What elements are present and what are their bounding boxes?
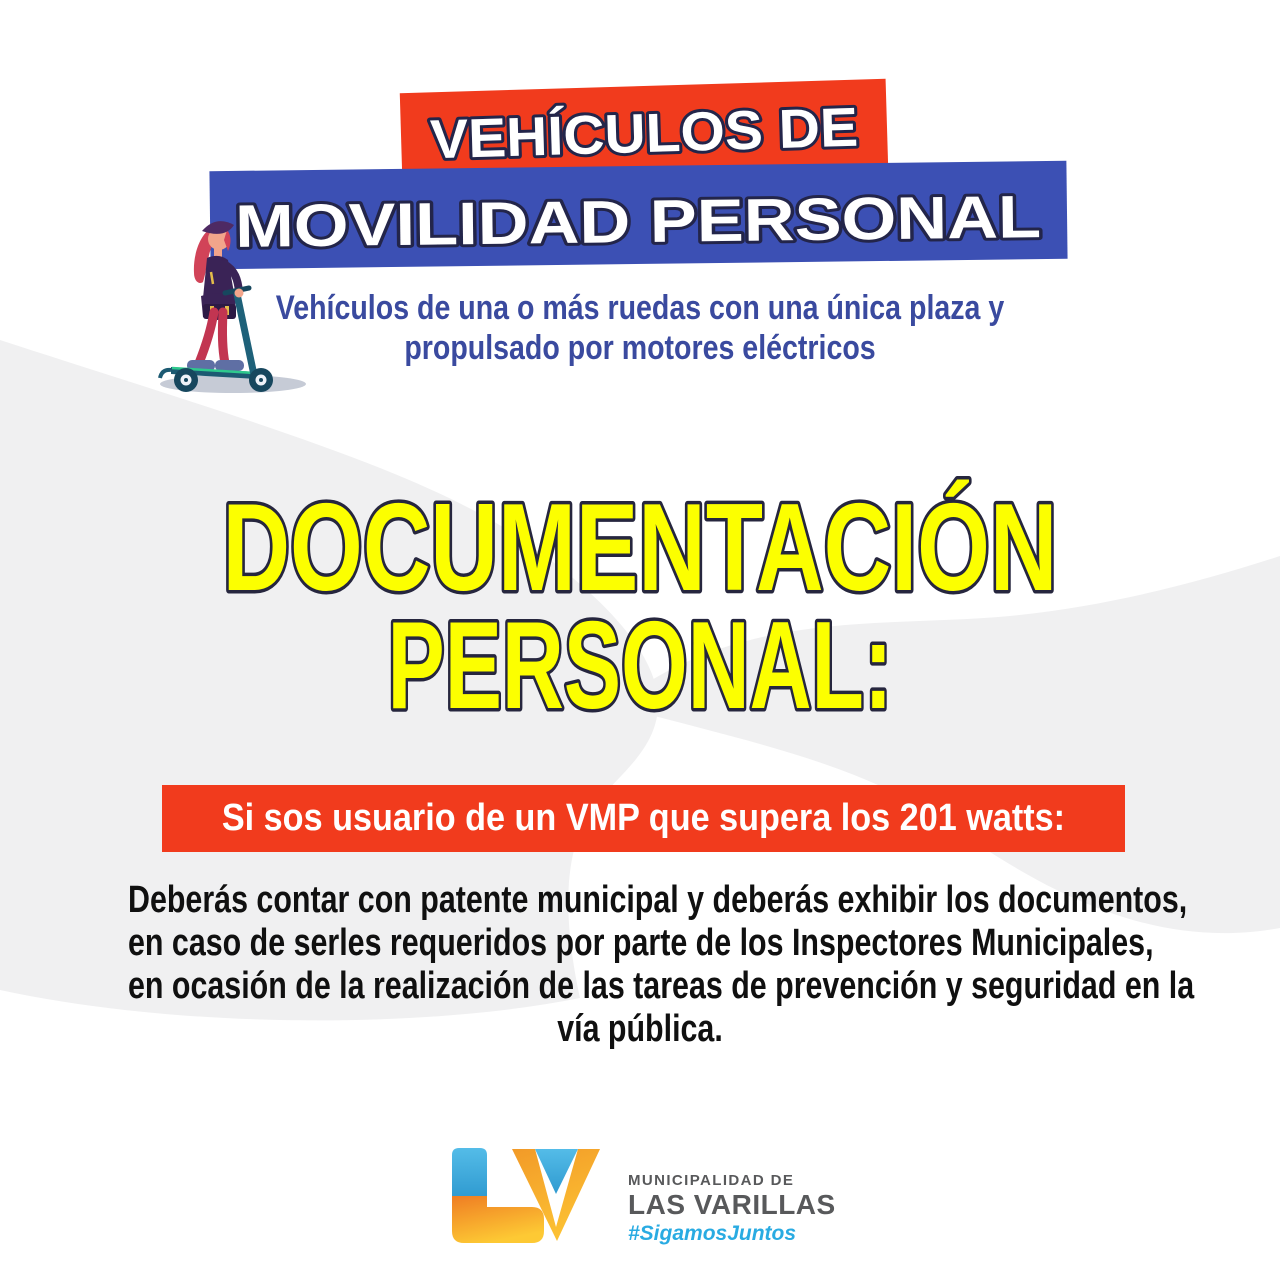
banner-movilidad-text-svg <box>209 161 1067 269</box>
subtitle <box>102 288 1177 368</box>
banner-line1: VEHÍCULOS DE <box>429 96 844 171</box>
section-title-svg <box>0 472 1280 732</box>
title-line2: PERSONAL: <box>387 597 893 732</box>
hashtag: #SigamosJuntos <box>628 1222 797 1245</box>
highlight-text: Si sos usuario de un VMP que supera los 201 watts: <box>221 797 1066 839</box>
highlight-bar <box>162 785 1125 852</box>
body-line: en caso de serles requeridos por parte de los Inspectores Municipales, <box>128 922 1154 964</box>
subtitle-line2: propulsado por motores eléctricos <box>404 329 876 367</box>
banner-movilidad-personal <box>209 161 1067 269</box>
title-line1: DOCUMENTACIÓN <box>222 479 1058 617</box>
body-line: vía pública. <box>557 1008 723 1050</box>
body-line: en ocasión de la realización de las tareas de prevención y seguridad en la <box>128 965 1195 1007</box>
body-line: Deberás contar con patente municipal y deberás exhibir los documentos, <box>128 879 1188 921</box>
beret <box>202 221 234 234</box>
municipality-logo <box>448 1142 848 1257</box>
subtitle-line1: Vehículos de una o más ruedas con una única plaza y <box>275 289 1005 327</box>
org-name-line2: LAS VARILLAS <box>628 1189 836 1220</box>
banner-line2: MOVILIDAD PERSONAL <box>234 184 923 260</box>
body-paragraph <box>0 879 1280 1051</box>
org-name-line1: MUNICIPALIDAD DE <box>628 1172 795 1189</box>
lv-logo-mark-icon <box>452 1148 600 1243</box>
